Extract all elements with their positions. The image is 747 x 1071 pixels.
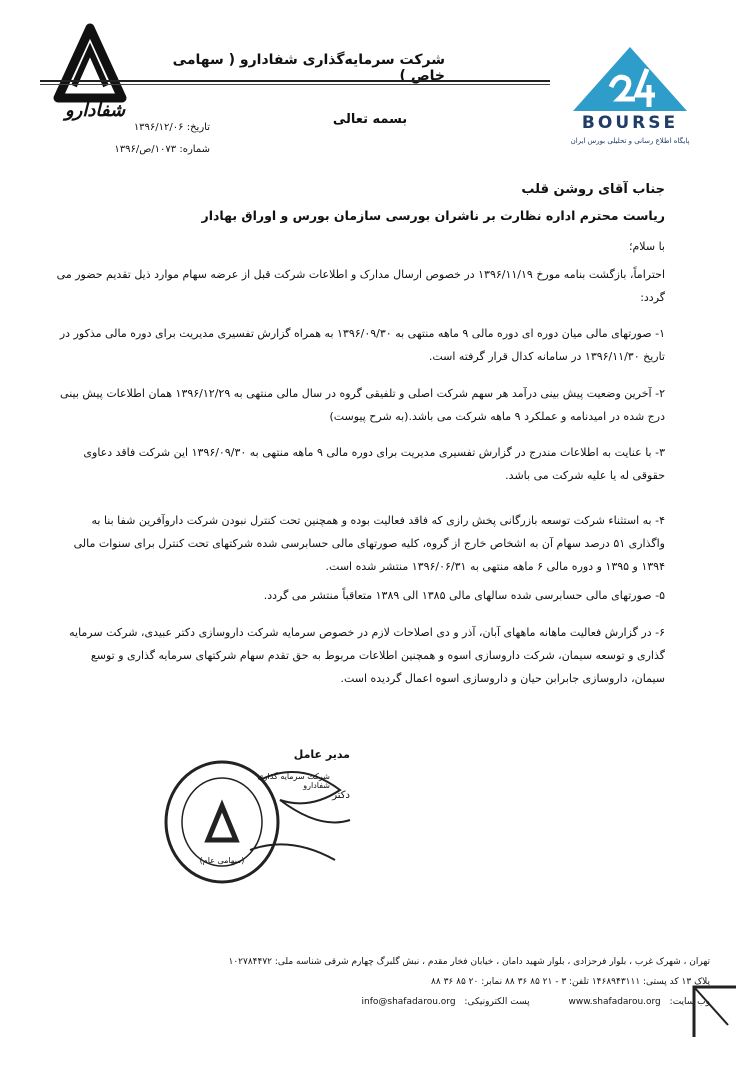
header-divider [40,80,550,82]
seal-graphic [160,740,360,890]
number-value: ۱۰۷۳/ص/۱۳۹۶ [114,144,177,155]
number-label: شماره: [179,144,210,155]
paragraph-1: ۱- صورتهای مالی میان دوره ای دوره مالی ۹ ماهه منتهی به ۱۳۹۶/۰۹/۳۰ به همراه گزارش تفسیری مدیریت برای دوره مالی مذکور در تاریخ ۱۳۹۶/۱۱/۳۰ در سامانه کدال قرار گرفته است. [59,327,665,363]
footer-address: تهران ، شهرک غرب ، بلوار فرحزادی ، بلوار شهید دامان ، خیابان فخار مقدم ، نبش گلبرگ چهارم شرقی شناسه ملی: ۱۰۲۷۸۴۴۷۲ [228,957,710,967]
addressee-name: جناب آقای روشن قلب [521,182,665,197]
paragraph-3: ۳- با عنایت به اطلاعات مندرج در گزارش تفسیری مدیریت برای دوره مالی ۹ ماهه منتهی به ۱۳۹۶/۰۹/۳۰ این شرکت فاقد دعاوی حقوقی له یا علیه شرکت می باشد. [83,446,665,482]
paragraph-6: ۶- در گزارش فعالیت ماهانه ماههای آبان، آذر و دی اصلاحات لازم در خصوص سرمایه شرکت داروسازی دکتر عبیدی، شرکت سرمایه گذاری و توسعه سیمان، شرکت داروسازی اسوه و همچنین اطلاعات مربوط به حق تقدم سهام شرکتهای سرمایه گذاری و توسع سیمان، داروسازی جابرابن حیان و داروسازی اسوه اعمال گردیده است. [69,626,665,685]
bracket-icon [688,985,738,1040]
web-label: وب سایت: [669,997,710,1007]
company-logo [40,20,150,125]
email-link[interactable]: info@shafadarou.org [361,997,456,1007]
signature-title: مدیر عامل [293,748,350,761]
bismillah-heading: بسمه تعالی [332,112,408,127]
letter-number [70,144,210,160]
date-label: تاریخ: [186,122,210,133]
letter-footer [170,957,710,1037]
header-divider-thin [40,84,550,85]
footer-bracket-decoration [688,985,738,1040]
email-label: پست الکترونیکی: [464,997,530,1007]
paragraph-intro: احتراماً، بازگشت بنامه مورخ ۱۳۹۶/۱۱/۱۹ در خصوص ارسال مدارک و اطلاعات شرکت قبل از عرضه سهام موارد ذیل تقدیم حضور می گردد: [56,268,665,304]
seal-text: شرکت سرمایه گذاری شفادارو [257,772,330,790]
addressee-title: ریاست محترم اداره نظارت بر ناشران بورسی سازمان بورس و اوراق بهادار [201,208,665,223]
seal-subtext: (سهامی عام) [199,856,245,865]
footer-contact: پلاک ۱۳ کد پستی: ۱۴۶۸۹۴۳۱۱۱ تلفن: ۳ - ۲۱ ۸۵ ۳۶ ۸۸ نمابر: ۲۰ ۸۵ ۳۶ ۸۸ [431,977,710,987]
greeting: با سلام؛ [629,240,665,253]
bourse-subtitle: پایگاه اطلاع رسانی و تحلیلی بورس ایران [570,137,690,145]
signature-name: دکتر [332,790,350,801]
paragraph-4: ۴- به استثناء شرکت توسعه بازرگانی پخش رازی که فاقد فعالیت بوده و همچنین تحت کنترل نبودن شرکت داروآفرین شفا بنا به واگذاری ۵۱ درصد سهام آن به اشخاص خارج از گروه، کلیه صورتهای مالی حسابرسی شده شرکتهای تحت کنترل برای سنوات مالی ۱۳۹۴ و ۱۳۹۵ و دوره مالی ۶ ماهه منتهی به ۱۳۹۶/۰۶/۳۱ منتشر شده است. [73,514,665,573]
logo-wordmark: شفادارو [64,100,126,121]
bourse-triangle-icon [565,45,695,115]
footer-web-email [190,997,710,1007]
paragraph-5: ۵- صورتهای مالی حسابرسی شده سالهای مالی ۱۳۸۵ الی ۱۳۸۹ متعاقباً منتشر می گردد. [263,589,665,602]
date-value: ۱۳۹۶/۱۲/۰۶ [133,122,184,133]
bourse-wordmark: BOURSE [581,113,679,133]
letter-date [70,122,210,138]
company-name: شرکت سرمایه‌گذاری شفادارو ( سهامی خاص ) [172,52,445,84]
paragraph-2: ۲- آخرین وضعیت پیش بینی درآمد هر سهم شرکت اصلی و تلفیقی گروه در سال مالی منتهی به ۱۳۹۶/۱۲/۲۹ همان اطلاعات پیش بینی درج شده در امیدنامه و عملکرد ۹ ماهه شرکت می باشد.(به شرح پیوست) [60,387,665,423]
signature-seal [160,740,360,890]
website-link[interactable]: www.shafadarou.org [568,997,661,1007]
